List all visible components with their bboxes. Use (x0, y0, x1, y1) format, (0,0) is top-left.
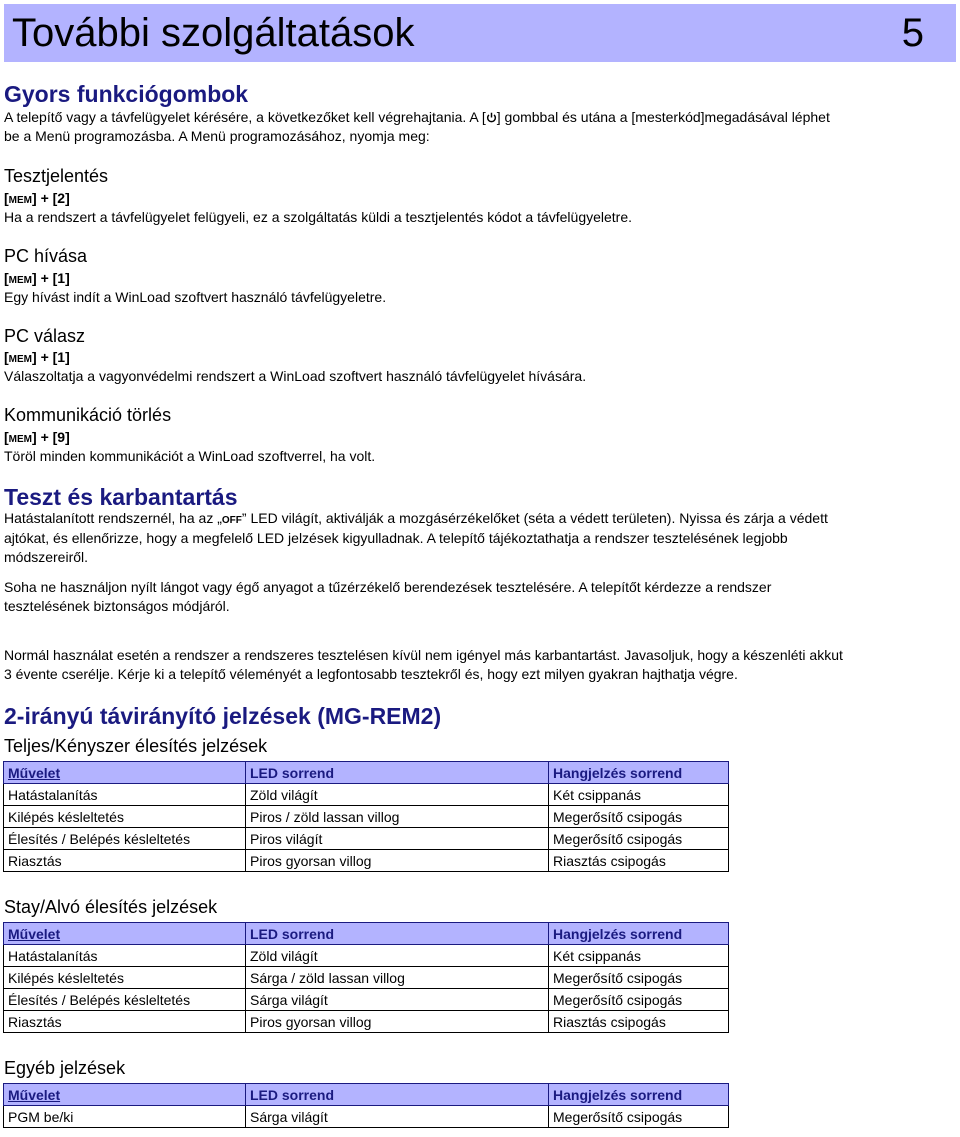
test-paragraph-3-line-1: Normál használat esetén a rendszer a rendszeres tesztelésen kívül nem igényel más karbantartást. Javasoljuk, hogy a készenléti akkut (4, 647, 843, 663)
table-row: Élesítés / Belépés késleltetés Piros világít Megerősítő csipogás (4, 828, 729, 850)
quick-intro-line-2: be a Menü programozásba. A Menü programozásához, nyomja meg: (4, 128, 430, 144)
item-title-pc-call: PC hívása (4, 246, 88, 266)
key-combo-pc-answer: [MEM] + [1] (4, 349, 70, 365)
table-row: Riasztás Piros gyorsan villog Riasztás csipogás (4, 1011, 729, 1033)
table-row: Kilépés késleltetés Sárga / zöld lassan villog Megerősítő csipogás (4, 967, 729, 989)
page-header (4, 4, 956, 62)
test-paragraph-2-line-1: Soha ne használjon nyílt lángot vagy égő anyagot a tűzérzékelő berendezések tesztelésére. A telepítőt kérdezze a rendszer (4, 579, 772, 595)
signal-table-stay-arming (3, 922, 729, 1033)
signal-table-other (3, 1083, 729, 1128)
column-header-beep: Hangjelzés sorrend (549, 1084, 729, 1106)
section-heading-quick-keys: Gyors funkciógombok (4, 81, 249, 107)
table-row: Kilépés késleltetés Piros / zöld lassan villog Megerősítő csipogás (4, 806, 729, 828)
column-header-led: LED sorrend (246, 1084, 549, 1106)
table-title-full-arming: Teljes/Kényszer élesítés jelzések (4, 736, 268, 756)
key-combo-test-report: [MEM] + [2] (4, 190, 70, 206)
table-row: Élesítés / Belépés késleltetés Sárga világít Megerősítő csipogás (4, 989, 729, 1011)
power-icon (486, 109, 497, 120)
test-paragraph-2-line-2: tesztelésének biztonságos módjáról. (4, 598, 230, 614)
item-title-comm-cancel: Kommunikáció törlés (4, 405, 172, 425)
item-desc-pc-call: Egy hívást indít a WinLoad szoftvert használó távfelügyeletre. (4, 289, 387, 305)
off-led-label: OFF (221, 515, 242, 526)
key-combo-comm-cancel: [MEM] + [9] (4, 429, 70, 445)
table-row: PGM be/ki Sárga világít Megerősítő csipogás (4, 1106, 729, 1128)
table-header-row (4, 923, 729, 945)
page-title: További szolgáltatások (12, 11, 415, 55)
table-row: Riasztás Piros gyorsan villog Riasztás csipogás (4, 850, 729, 872)
item-desc-test-report: Ha a rendszert a távfelügyelet felügyeli, ez a szolgáltatás küldi a tesztjelentés kódot a távfelügyeletre. (4, 209, 633, 225)
column-header-led: LED sorrend (246, 923, 549, 945)
table-title-stay-arming: Stay/Alvó élesítés jelzések (4, 897, 218, 917)
item-desc-pc-answer: Válaszoltatja a vagyonvédelmi rendszert a WinLoad szoftvert használó távfelügyelet hívására. (4, 368, 587, 384)
column-header-beep: Hangjelzés sorrend (549, 762, 729, 784)
test-paragraph-3-line-2: 3 évente cserélje. Kérje ki a telepítő véleményét a legfontosabb tesztekről és, hogy ezt milyen gyakran hajthatja végre. (4, 666, 738, 682)
item-desc-comm-cancel: Töröl minden kommunikációt a WinLoad szoftverrel, ha volt. (4, 448, 376, 464)
section-heading-remote-signals: 2-irányú távirányító jelzések (MG-REM2) (4, 703, 442, 729)
quick-intro-line-1: A telepítő vagy a távfelügyelet kérésére, a következőket kell végrehajtania. A [ ] gombbal és utána a [mesterkód]megadásával léphet (4, 109, 830, 125)
chapter-number: 5 (901, 11, 924, 55)
item-title-pc-answer: PC válasz (4, 326, 86, 346)
table-header-row (4, 762, 729, 784)
table-title-other-signals: Egyéb jelzések (4, 1058, 126, 1078)
table-header-row (4, 1084, 729, 1106)
column-header-action: Művelet (4, 923, 246, 945)
table-row: Hatástalanítás Zöld világít Két csippanás (4, 784, 729, 806)
table-row: Hatástalanítás Zöld világít Két csippanás (4, 945, 729, 967)
test-paragraph-1-line-2: ajtókat, és ellenőrizze, hogy a megfelelő LED jelzések kigyulladnak. A telepítő tájékoztathatja a rendszer tesztelésének legjobb (4, 530, 788, 546)
item-title-test-report: Tesztjelentés (4, 166, 109, 186)
section-heading-test-maintenance: Teszt és karbantartás (4, 484, 238, 510)
column-header-action: Művelet (4, 1084, 246, 1106)
test-paragraph-1-line-1: Hatástalanított rendszernél, ha az „OFF” LED világít, aktiválják a mozgásérzékelőket (séta a védett területen). Nyissa és zárja a védett (4, 510, 828, 526)
signal-table-full-arming (3, 761, 729, 872)
column-header-action: Művelet (4, 762, 246, 784)
column-header-beep: Hangjelzés sorrend (549, 923, 729, 945)
key-combo-pc-call: [MEM] + [1] (4, 270, 70, 286)
test-paragraph-1-line-3: módszereiről. (4, 549, 89, 565)
column-header-led: LED sorrend (246, 762, 549, 784)
